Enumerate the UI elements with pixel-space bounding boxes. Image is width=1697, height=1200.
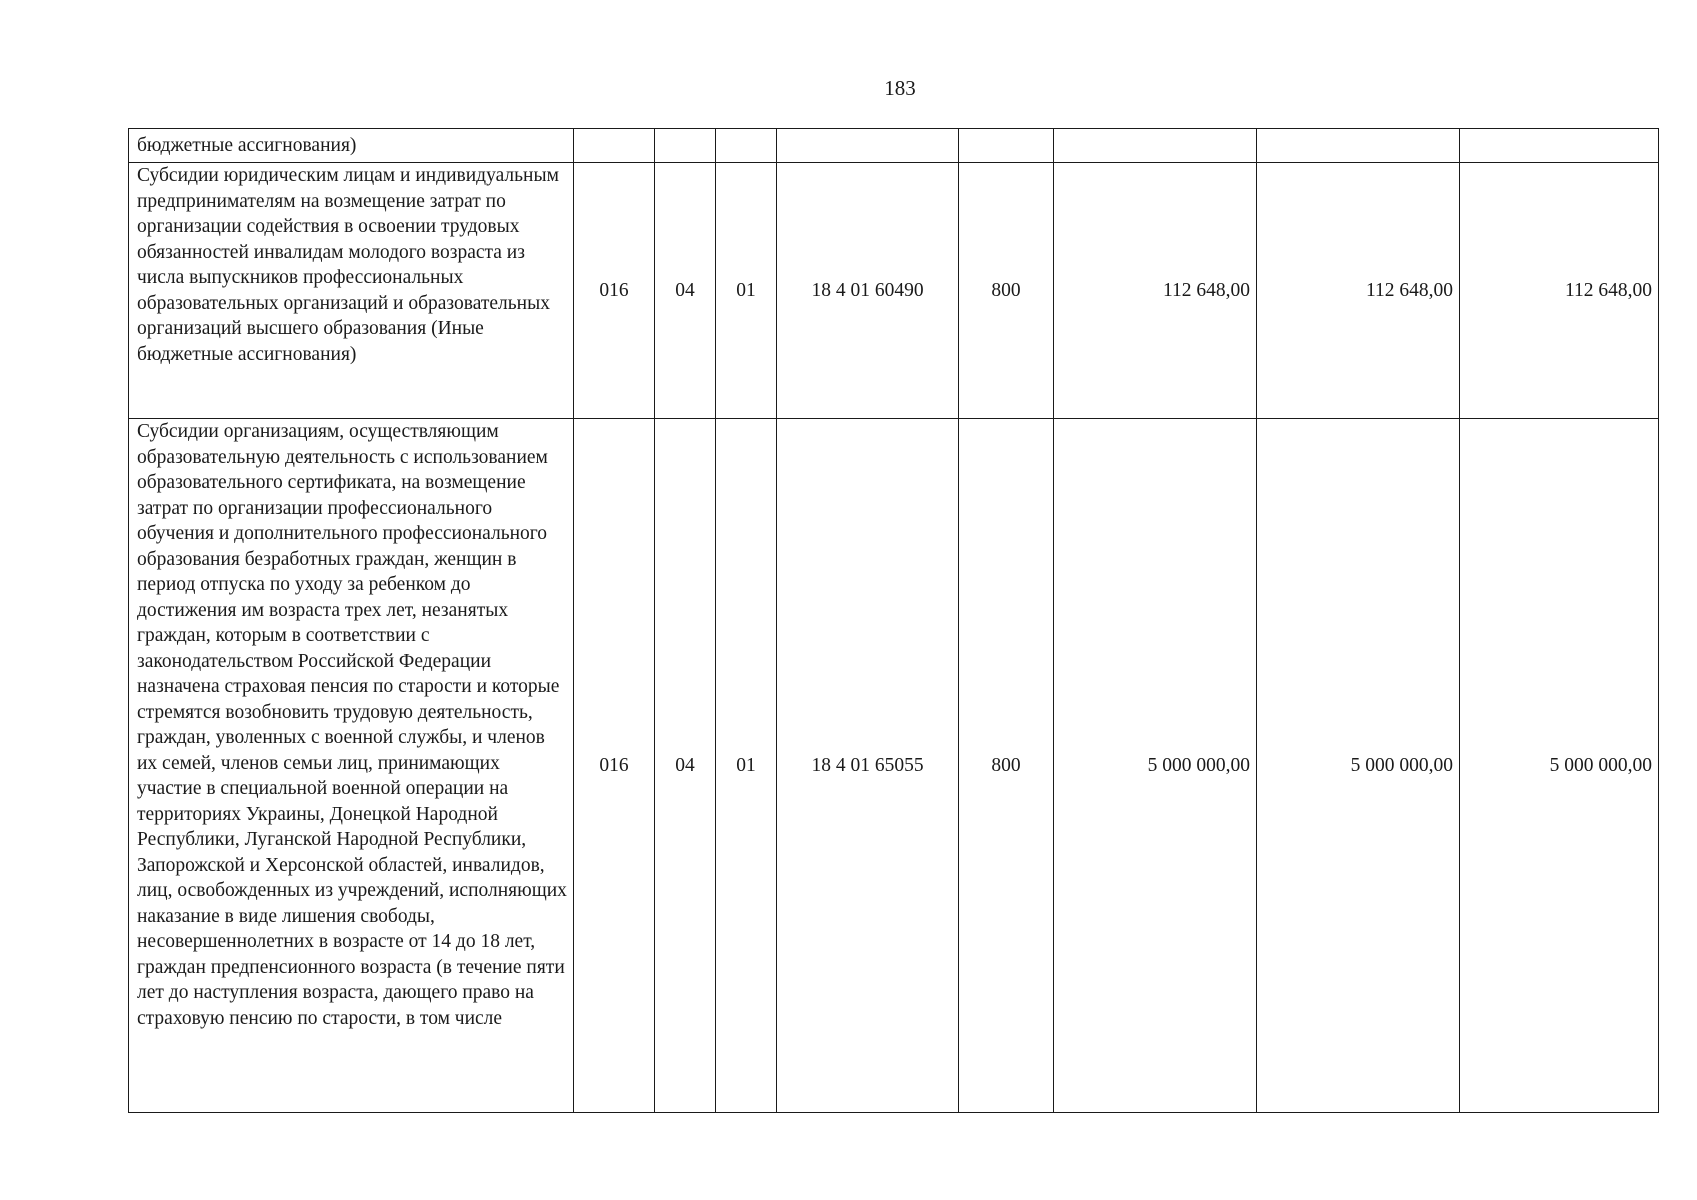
- subsection-code: 01: [716, 163, 777, 419]
- amount-year-2: 112 648,00: [1257, 163, 1460, 419]
- section-code: 04: [655, 419, 716, 1113]
- row-description: Субсидии организациям, осуществляющим образовательную деятельность с использованием образовательного сертификата, на возмещение затрат по организации профессионального обучения и дополнительного профессионального образования безработных граждан, женщин в период отпуска по уходу за ребенком до достижения им возраста трех лет, незанятых граждан, которым в соответствии с законодательством Российской Федерации назначена страховая пенсия по старости и которые стремятся возобновить трудовую деятельность, граждан, уволенных с военной службы, и членов их семей, членов семьи лиц, принимающих участие в специальной военной операции на территориях Украины, Донецкой Народной Республики, Луганской Народной Республики, Запорожской и Херсонской областей, инвалидов, лиц, освобожденных из учреждений, исполняющих наказание в виде лишения свободы, несовершеннолетних в возрасте от 14 до 18 лет, граждан предпенсионного возраста (в течение пяти лет до наступления возраста, дающего право на страховую пенсию по старости, в том числе: [129, 419, 574, 1113]
- subsection-code: [716, 129, 777, 163]
- ministry-code: [574, 129, 655, 163]
- table-row: [129, 419, 1659, 1113]
- amount-year-2: [1257, 129, 1460, 163]
- amount-year-1: 5 000 000,00: [1054, 419, 1257, 1113]
- ministry-code: 016: [574, 419, 655, 1113]
- table-row: [129, 163, 1659, 419]
- amount-year-1: 112 648,00: [1054, 163, 1257, 419]
- row-description: Субсидии юридическим лицам и индивидуальным предпринимателям на возмещение затрат по организации содействия в освоении трудовых обязанностей инвалидам молодого возраста из числа выпускников профессиональных образовательных организаций и образовательных организаций высшего образования (Иные бюджетные ассигнования): [129, 163, 574, 419]
- amount-year-3: 5 000 000,00: [1460, 419, 1659, 1113]
- expense-type-code: 800: [959, 163, 1054, 419]
- target-article-code: 18 4 01 60490: [777, 163, 959, 419]
- amount-year-3: [1460, 129, 1659, 163]
- amount-year-1: [1054, 129, 1257, 163]
- expense-type-code: [959, 129, 1054, 163]
- row-description: бюджетные ассигнования): [129, 129, 574, 163]
- budget-table: [128, 128, 1659, 1113]
- amount-year-3: 112 648,00: [1460, 163, 1659, 419]
- amount-year-2: 5 000 000,00: [1257, 419, 1460, 1113]
- expense-type-code: 800: [959, 419, 1054, 1113]
- page-number: 183: [884, 76, 916, 100]
- section-code: [655, 129, 716, 163]
- table-row: [129, 129, 1659, 163]
- target-article-code: 18 4 01 65055: [777, 419, 959, 1113]
- subsection-code: 01: [716, 419, 777, 1113]
- target-article-code: [777, 129, 959, 163]
- ministry-code: 016: [574, 163, 655, 419]
- section-code: 04: [655, 163, 716, 419]
